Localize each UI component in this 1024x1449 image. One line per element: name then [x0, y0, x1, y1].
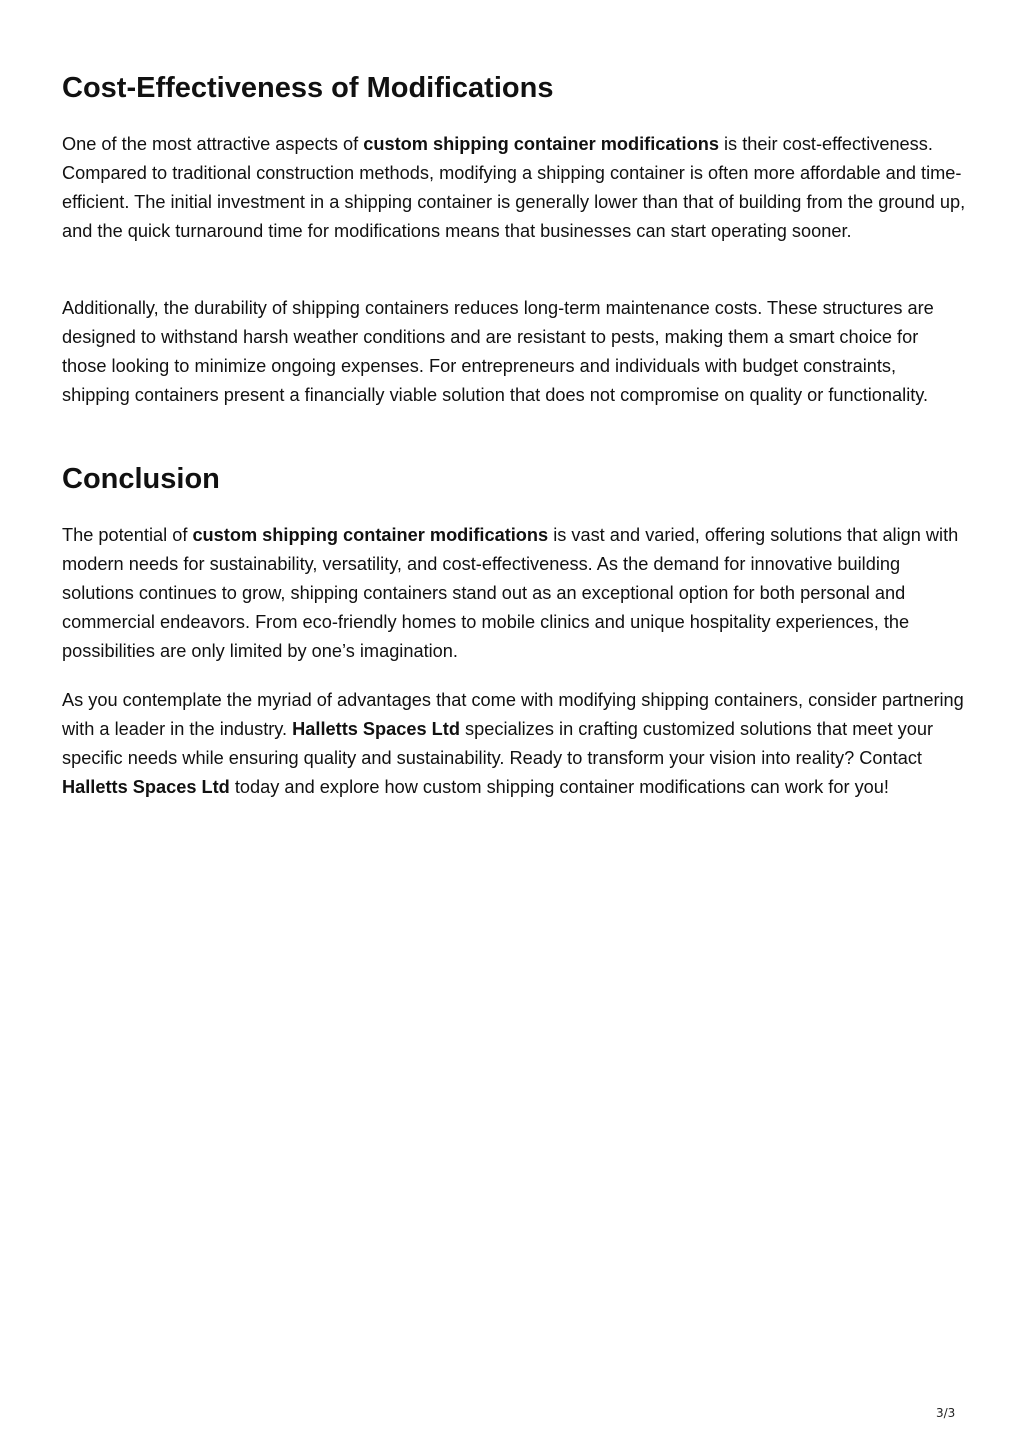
company-name: Halletts Spaces Ltd: [62, 777, 230, 797]
paragraph-text: today and explore how custom shipping container modifications can work for you!: [229, 777, 889, 797]
paragraph-conclusion-contact: [62, 686, 966, 802]
paragraph-text: One of the most attractive aspects of: [62, 134, 364, 154]
company-name: Halletts Spaces Ltd: [292, 719, 460, 739]
paragraph-text: specializes in crafting customized solutions that meet your specific needs while ensuring quality and sustainability. Ready to transform your vision into reality? Contact: [62, 719, 934, 768]
page-number: 3/3: [936, 1406, 956, 1420]
paragraph-text: is vast and varied, offering solutions that align with modern needs for sustainability, versatility, and cost-effectiveness. As the demand for innovative building solutions continues to grow, shipping containers stand out as an exceptional option for both personal and commercial endeavors. From eco-friendly homes to mobile clinics and unique hospitality experiences, the possibilities are only limited by one’s imagination.: [62, 525, 959, 661]
paragraph-cost-effectiveness-intro: [62, 130, 966, 246]
paragraph-text: The potential of: [62, 525, 193, 545]
section-heading-conclusion: Conclusion: [62, 463, 220, 495]
bold-keyword: custom shipping container modifications: [192, 525, 549, 545]
paragraph-durability: Additionally, the durability of shipping containers reduces long-term maintenance costs. These structures are designed to withstand harsh weather conditions and are resistant to pests, making them a smart choice for those looking to minimize ongoing expenses. For entrepreneurs and individuals with budget constraints, shipping containers present a financially viable solution that does not compromise on quality or functionality.: [62, 298, 934, 405]
paragraph-text: As you contemplate the myriad of advantages that come with modifying shipping containers, consider partnering with a leader in the industry.: [62, 690, 964, 739]
paragraph-text: is their cost-effectiveness. Compared to traditional construction methods, modifying a shipping container is often more affordable and time-efficient. The initial investment in a shipping container is generally lower than that of building from the ground up, and the quick turnaround time for modifications means that businesses can start operating sooner.: [62, 134, 966, 241]
bold-keyword: custom shipping container modifications: [363, 134, 719, 154]
section-heading-cost-effectiveness: Cost-Effectiveness of Modifications: [62, 72, 554, 104]
paragraph-conclusion-potential: [62, 521, 966, 666]
